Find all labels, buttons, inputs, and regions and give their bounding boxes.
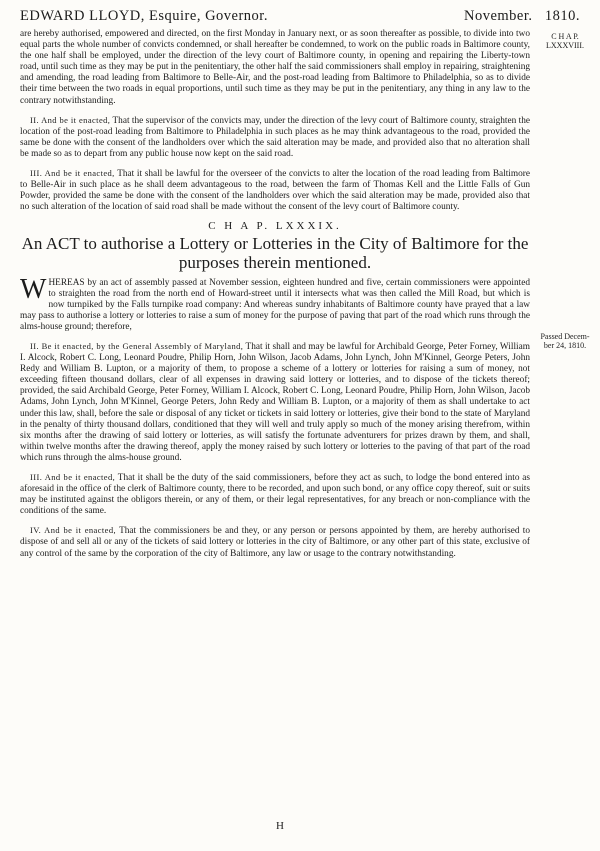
margin-note-passed: Passed Decem- ber 24, 1810. xyxy=(540,332,590,350)
section-lead: II. Be it enacted, by the General Assembly of Maryland, xyxy=(30,340,244,351)
paragraph-6 xyxy=(20,472,530,517)
paragraph-5 xyxy=(20,341,530,464)
margin-note-chapter xyxy=(535,32,595,50)
header-month: November. xyxy=(463,8,533,24)
margin-chap-number: LXXXVIII. xyxy=(546,41,584,50)
section-text: That it shall be the duty of the said commissioners, before they act as such, to lodge the bond entered into as aforesaid in the office of the clerk of Baltimore county, there to be recorded, and upon such bond, or any office copy thereof, suit or suits may be instituted against the obligors therein, or any of them, or their legal representatives, for any breach or non-compliance with the conditions of the same. xyxy=(20,473,530,517)
paragraph-preamble xyxy=(20,273,530,333)
section-text: That it shall be lawful for the overseer of the convicts to alter the location of the road leading from Baltimore to Belle-Air in such place as he shall deem advantageous to the road, between the farm of Thomas Kell and the Little Falls of Gun Powder, provided the same be done with the consent of the landholders over which the said alteration may be made, provided also that no such alteration of the location of said road shall be made without the consent of the levy court of Baltimore county. xyxy=(20,169,530,213)
signature-mark: H xyxy=(276,820,284,832)
margin-chap-label: C H A P. xyxy=(551,32,579,41)
drop-cap: W xyxy=(20,273,47,305)
section-text: That the commissioners be and they, or any person or persons appointed by them, are hereby authorised to dispose of and sell all or any of the tickets of said lottery or lotteries in the city of Baltimore, or any other part of this state, exclusive of any control of the same by the corporation of the city of Baltimore, any law or usage to the contrary notwithstanding. xyxy=(20,526,530,559)
section-text: HEREAS by an act of assembly passed at November session, eighteen hundred and five, certain commissioners were appointed to straighten the road from the north end of Howard-street until it intersects what was then called the Mill Road, but which is now turnpiked by the Falls turnpike road company: And whereas sundry inhabitants of Baltimore county have prayed that a law may pass to authorise a lottery or lotteries to raise a sum of money for the purpose of paving that part of the road which runs through the alms-house ground; therefore, xyxy=(20,277,530,332)
header-date xyxy=(464,8,580,25)
chapter-heading: C H A P. LXXXIX. xyxy=(208,220,342,233)
document-body xyxy=(20,29,530,568)
paragraph-3 xyxy=(20,168,530,213)
paragraph-1: are hereby authorised, empowered and directed, on the first Monday in January next, or as soon thereafter as possible, to divide into two equal parts the whole number of convicts condemned, or shall hereafter be condemned, to work on the public roads in Baltimore county, the one half shall be employed, under the direction of the levy court of Baltimore county, in opening and repairing the Liberty-town road, until such time as they may be put in the penitentiary, the other half the said commissioners shall employ in repairing, straightening and amending, the road leading from Baltimore to Belle-Air, and the post-road leading from Baltimore to Philadelphia, so as to divide their time between the two roads in equal proportions, until such time as they may be put in the penitentiary, any thing in any law to the contrary notwithstanding. xyxy=(20,29,530,106)
paragraph-2 xyxy=(20,115,530,160)
header-title: EDWARD LLOYD, Esquire, Governor. xyxy=(20,8,268,24)
section-lead: III. And be it enacted, xyxy=(30,472,116,482)
paragraph-7 xyxy=(20,525,530,559)
section-lead: IV. And be it enacted, xyxy=(30,525,116,536)
section-text: That the supervisor of the convicts may, under the direction of the levy court of Baltimore county, straighten the location of the post-road leading from Baltimore to Philadelphia in such places as he may think advantageous to the road, provided the same be done with the consent of the landholders over which the said alteration may be made, and provided also that no alteration shall be made so as to depart from any public house now kept on the said road. xyxy=(20,115,530,159)
running-header xyxy=(20,8,580,25)
section-lead: III. And be it enacted, xyxy=(30,168,115,179)
section-lead: II. And be it enacted, xyxy=(30,114,111,125)
section-text: That it shall and may be lawful for Archibald George, Peter Forney, William I. Alcock, Robert C. Long, Leonard Poudre, Philip Horn, John Wilson, Jacob Adams, John Lynch, John M'Kinnel, George Peters, John Redy and William B. Lupton, or a majority of them, to propose a scheme of a lottery or lotteries for raising a sum of money, not exceeding fifteen thousand dollars, clear of all expenses in drawing said lottery or lotteries, and to dispose of the tickets thereof; provided, the said Archibald George, Peter Forney, William I. Alcock, Robert C. Long, Leonard Poudre, Philip Horn, John Wilson, Jacob Adams, John Lynch, John M'Kinnel, George Peters, John Redy and William B. Lupton, or a majority of them as shall undertake to act under this law, shall, before the sale or disposal of any ticket or tickets in said lottery or lotteries, give their bond to the state of Maryland in the penalty of thirty thousand dollars, conditioned that they will well and truly apply so much of the money arising therefrom, within six months after the drawing of said lottery or lotteries, as will satisfy the fortunate adventurers for prizes drawn by them, and shall, within twelve months after the drawing thereof, apply the money raised by such lottery or lotteries to the paving of that part of the road which runs through the alms-house ground. xyxy=(20,341,530,463)
header-year: 1810. xyxy=(544,8,580,24)
act-title: An ACT to authorise a Lottery or Lotteries in the City of Baltimore for the purposes therein mentioned. xyxy=(21,233,529,272)
